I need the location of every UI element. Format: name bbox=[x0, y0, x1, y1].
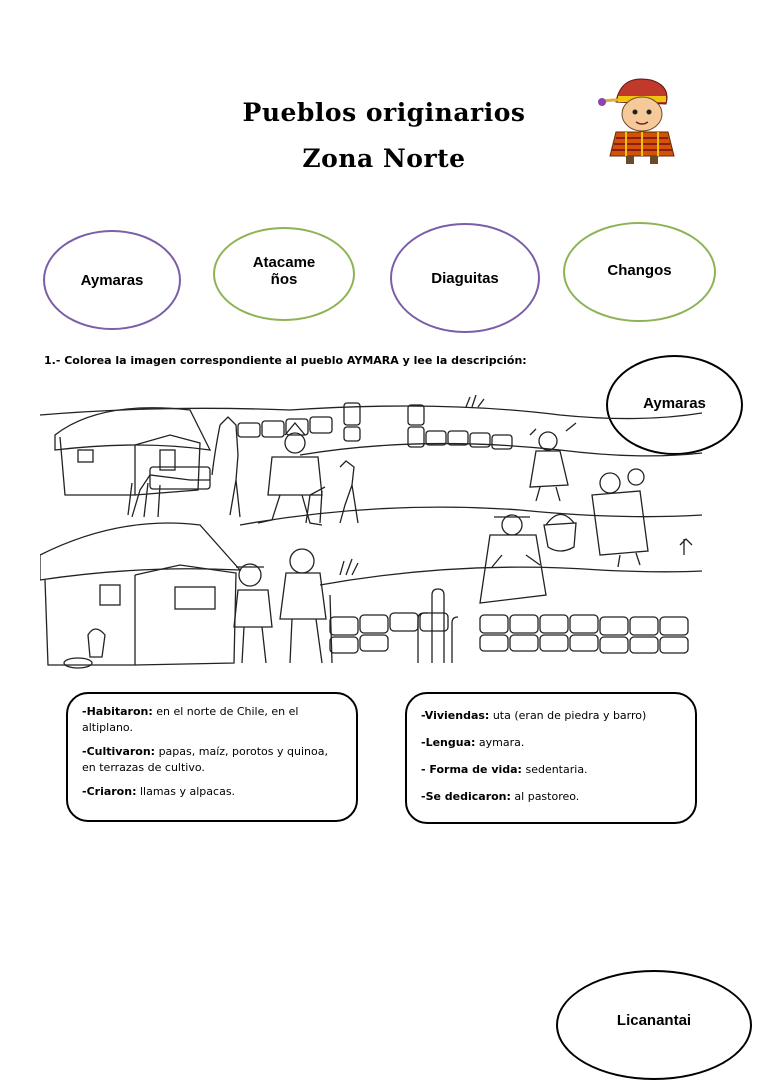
info-value: papas, maíz, porotos y quinoa, en terrazas de cultivo. bbox=[82, 745, 328, 774]
info-item bbox=[421, 762, 681, 778]
info-item bbox=[82, 784, 342, 800]
info-value: sedentaria. bbox=[521, 763, 588, 776]
info-key: - Forma de vida: bbox=[421, 763, 522, 776]
info-box-left bbox=[66, 692, 358, 822]
andean-child-icon bbox=[596, 72, 686, 167]
info-key: -Se dedicaron: bbox=[421, 790, 511, 803]
info-key: -Criaron: bbox=[82, 785, 137, 798]
oval-diaguitas bbox=[390, 223, 540, 333]
info-key: -Cultivaron: bbox=[82, 745, 156, 758]
info-value: llamas y alpacas. bbox=[136, 785, 236, 798]
info-item bbox=[82, 744, 342, 776]
oval-label: Aymaras bbox=[80, 271, 144, 289]
oval-label: Licanantai bbox=[616, 1012, 692, 1029]
oval-atacamenos bbox=[213, 227, 355, 321]
info-key: -Viviendas: bbox=[421, 709, 490, 722]
info-box-right bbox=[405, 692, 697, 824]
info-item bbox=[421, 789, 681, 805]
page-title: Pueblos originarios bbox=[242, 98, 526, 127]
info-item bbox=[421, 708, 681, 724]
info-value: en el norte de Chile, en el altiplano. bbox=[82, 705, 299, 734]
page-subtitle: Zona Norte bbox=[302, 144, 466, 173]
oval-changos bbox=[563, 222, 716, 322]
oval-label: Changos bbox=[607, 261, 672, 279]
aymara-village-illustration bbox=[40, 395, 702, 673]
instruction-text: 1.- Colorea la imagen correspondiente al pueblo AYMARA y lee la descripción: bbox=[44, 354, 527, 367]
info-item bbox=[421, 735, 681, 751]
oval-label: Atacame ños bbox=[252, 254, 316, 288]
info-value: uta (eran de piedra y barro) bbox=[489, 709, 647, 722]
oval-label: Aymaras bbox=[643, 394, 706, 412]
oval-aymaras bbox=[43, 230, 181, 330]
info-item bbox=[82, 704, 342, 736]
info-value: al pastoreo. bbox=[510, 790, 580, 803]
oval-licanantai bbox=[556, 970, 752, 1080]
oval-label: Diaguitas bbox=[431, 269, 499, 287]
info-key: -Lengua: bbox=[421, 736, 476, 749]
info-value: aymara. bbox=[475, 736, 525, 749]
info-key: -Habitaron: bbox=[82, 705, 153, 718]
